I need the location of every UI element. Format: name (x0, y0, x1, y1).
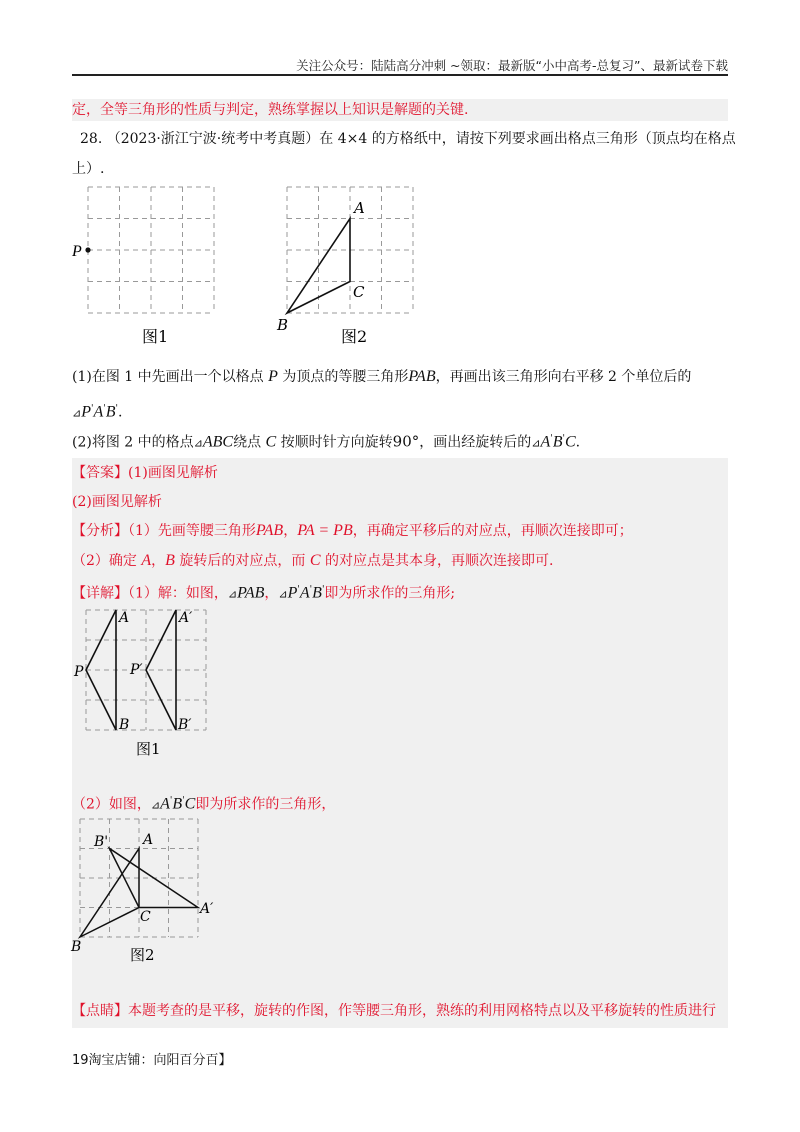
var-c: C (184, 795, 196, 813)
detail-text: （2）如图， (72, 796, 151, 813)
triangle-symbol: ⊿ (72, 406, 82, 420)
var-a-prime: A (540, 433, 551, 451)
prime-mark: ' (297, 585, 300, 595)
var-c: C (265, 433, 277, 451)
var-b: B (165, 552, 175, 569)
var-pab: PAB (237, 584, 265, 602)
var-b-prime: B (105, 403, 116, 421)
triangle-symbol: ⊿ (227, 587, 238, 601)
point-a-label: A (354, 199, 365, 217)
prime-mark: ' (550, 434, 553, 444)
part2-text: ，画出经旋转后的 (419, 434, 532, 451)
detail-text: ， (264, 585, 279, 602)
part1-var-pab: PAB (408, 368, 436, 385)
footer-store: 淘宝店铺：向阳百分百】 (88, 1053, 232, 1068)
prime-mark: ' (91, 404, 94, 414)
page-number: 19 (72, 1053, 89, 1068)
label-b: B (71, 939, 82, 955)
triangle-symbol: ⊿ (193, 436, 203, 450)
point-c-label: C (353, 283, 365, 301)
part2-text: 绕点 (233, 434, 266, 451)
part1-text: 为顶点的等腰三角形 (277, 369, 409, 385)
var-a-prime: A (299, 584, 310, 602)
question-part-1-cont (72, 398, 122, 425)
page-header: 关注公众号：陆陆高分冲刺 ~领取：最新版“小中高考-总复习”、最新试卷下载 (296, 58, 728, 73)
question-stem-line1 (80, 128, 736, 150)
detail-figure-2 (70, 816, 230, 971)
detail-text: （1）解：如图， (128, 585, 228, 602)
prime-mark: ' (321, 585, 325, 595)
point-b-label: B (277, 316, 289, 334)
comment-text: 本题考查的是平移，旋转的作图，作等腰三角形，熟练的利用网格特点以及平移旋转的性质进行 (128, 1003, 716, 1019)
answer-line-1 (72, 462, 218, 484)
var-c: C (565, 433, 576, 451)
answer-tag: 【答案】 (72, 465, 128, 481)
label-c: C (140, 909, 151, 925)
prime-mark: ' (169, 796, 173, 806)
question-stem-line2: 上）. (72, 161, 105, 177)
part1-end: . (118, 404, 123, 421)
analysis-text: ，再确定平移后的对应点，再顺次连接即可； (352, 523, 633, 539)
question-figure-1 (70, 180, 230, 350)
label-a: A (119, 610, 130, 626)
page-footer (72, 1049, 232, 1068)
part2-text: (2)将图 2 中的格点 (72, 434, 194, 451)
part2-text: 按顺时针方向旋转 (276, 434, 393, 451)
part1-text: (1)在图 1 中先画出一个以格点 (72, 369, 269, 385)
prime-mark: ' (103, 404, 106, 414)
question-figure-2 (275, 180, 435, 350)
label-p: P (74, 664, 84, 680)
prime-mark: ' (309, 585, 313, 595)
prime-mark: ' (182, 796, 185, 806)
answer-line-2: (2)画图见解析 (72, 494, 162, 510)
analysis-line-1 (72, 520, 633, 542)
equation-pa-pb: PA = PB (297, 522, 353, 539)
detail-figure-1 (72, 606, 222, 761)
detail-text: 即为所求作的三角形， (195, 796, 336, 813)
question-source: （2023·浙江宁波·统考中考真题） (106, 131, 320, 147)
label-p-prime: P′ (130, 662, 143, 678)
prime-mark: ' (562, 434, 565, 444)
previous-analysis-line: 定，全等三角形的性质与判定，熟练掌握以上知识是解题的关键. (72, 99, 728, 121)
comment-tag: 【点睛】 (72, 1003, 128, 1019)
label-a-prime: A′ (179, 610, 193, 626)
var-a: A (141, 552, 152, 569)
analysis-line-2 (72, 550, 553, 572)
analysis-text: 旋转后的对应点，而 (174, 553, 310, 569)
header-divider (72, 74, 728, 76)
answer-text: (1)画图见解析 (128, 465, 218, 481)
var-p-prime: P (287, 584, 298, 602)
triangle-symbol: ⊿ (531, 436, 541, 450)
var-pab: PAB (255, 522, 284, 539)
question-part-2 (72, 428, 580, 455)
label-a: A (143, 832, 154, 848)
var-a-prime: A (160, 795, 170, 813)
question-stem: 在 4×4 的方格纸中，请按下列要求画出格点三角形（顶点均在格点 (319, 131, 736, 147)
var-p-prime: P (81, 403, 91, 421)
detail-line-1 (72, 579, 455, 606)
question-number: 28. (80, 131, 103, 147)
var-abc: ABC (202, 433, 234, 451)
point-p-dot (85, 247, 90, 252)
grid-4x4 (88, 187, 214, 313)
var-b-prime: B (312, 584, 322, 602)
part2-end: . (575, 434, 581, 451)
figure-2-caption: 图2 (130, 946, 155, 964)
figure-2-caption: 图2 (341, 327, 368, 346)
figure-1-caption: 图1 (142, 327, 169, 346)
var-b-prime: B (552, 433, 563, 451)
analysis-tag: 【分析】 (72, 523, 128, 539)
label-b: B (119, 717, 130, 733)
point-p-label: P (72, 243, 82, 260)
comment-line (72, 1000, 716, 1022)
triangle-symbol: ⊿ (150, 798, 161, 812)
figure-1-caption: 图1 (136, 740, 161, 758)
analysis-text: ， (151, 553, 166, 569)
detail-tag: 【详解】 (72, 585, 128, 602)
analysis-text: （2）确定 (72, 553, 142, 569)
label-b-prime: B′ (178, 717, 192, 733)
var-c: C (309, 552, 321, 569)
analysis-text: （1）先画等腰三角形 (128, 523, 256, 539)
prime-mark: ' (115, 404, 119, 414)
label-a-prime: A′ (200, 901, 214, 917)
triangle-a-prime-b-prime-c (110, 849, 199, 908)
part1-var-p: P (268, 368, 278, 385)
var-a-prime: A (93, 403, 104, 421)
detail-line-2 (72, 790, 335, 817)
analysis-text: 的对应点是其本身，再顺次连接即可. (320, 553, 554, 569)
var-b-prime: B (172, 795, 183, 813)
question-part-1 (72, 366, 691, 388)
triangle-symbol: ⊿ (278, 587, 288, 601)
part1-text: ，再画出该三角形向右平移 2 个单位后的 (435, 369, 692, 385)
label-b-prime: B' (94, 834, 109, 850)
analysis-text: ， (283, 523, 298, 539)
detail-text: 即为所求作的三角形; (324, 585, 456, 602)
rotation-degree: 90° (392, 432, 420, 451)
